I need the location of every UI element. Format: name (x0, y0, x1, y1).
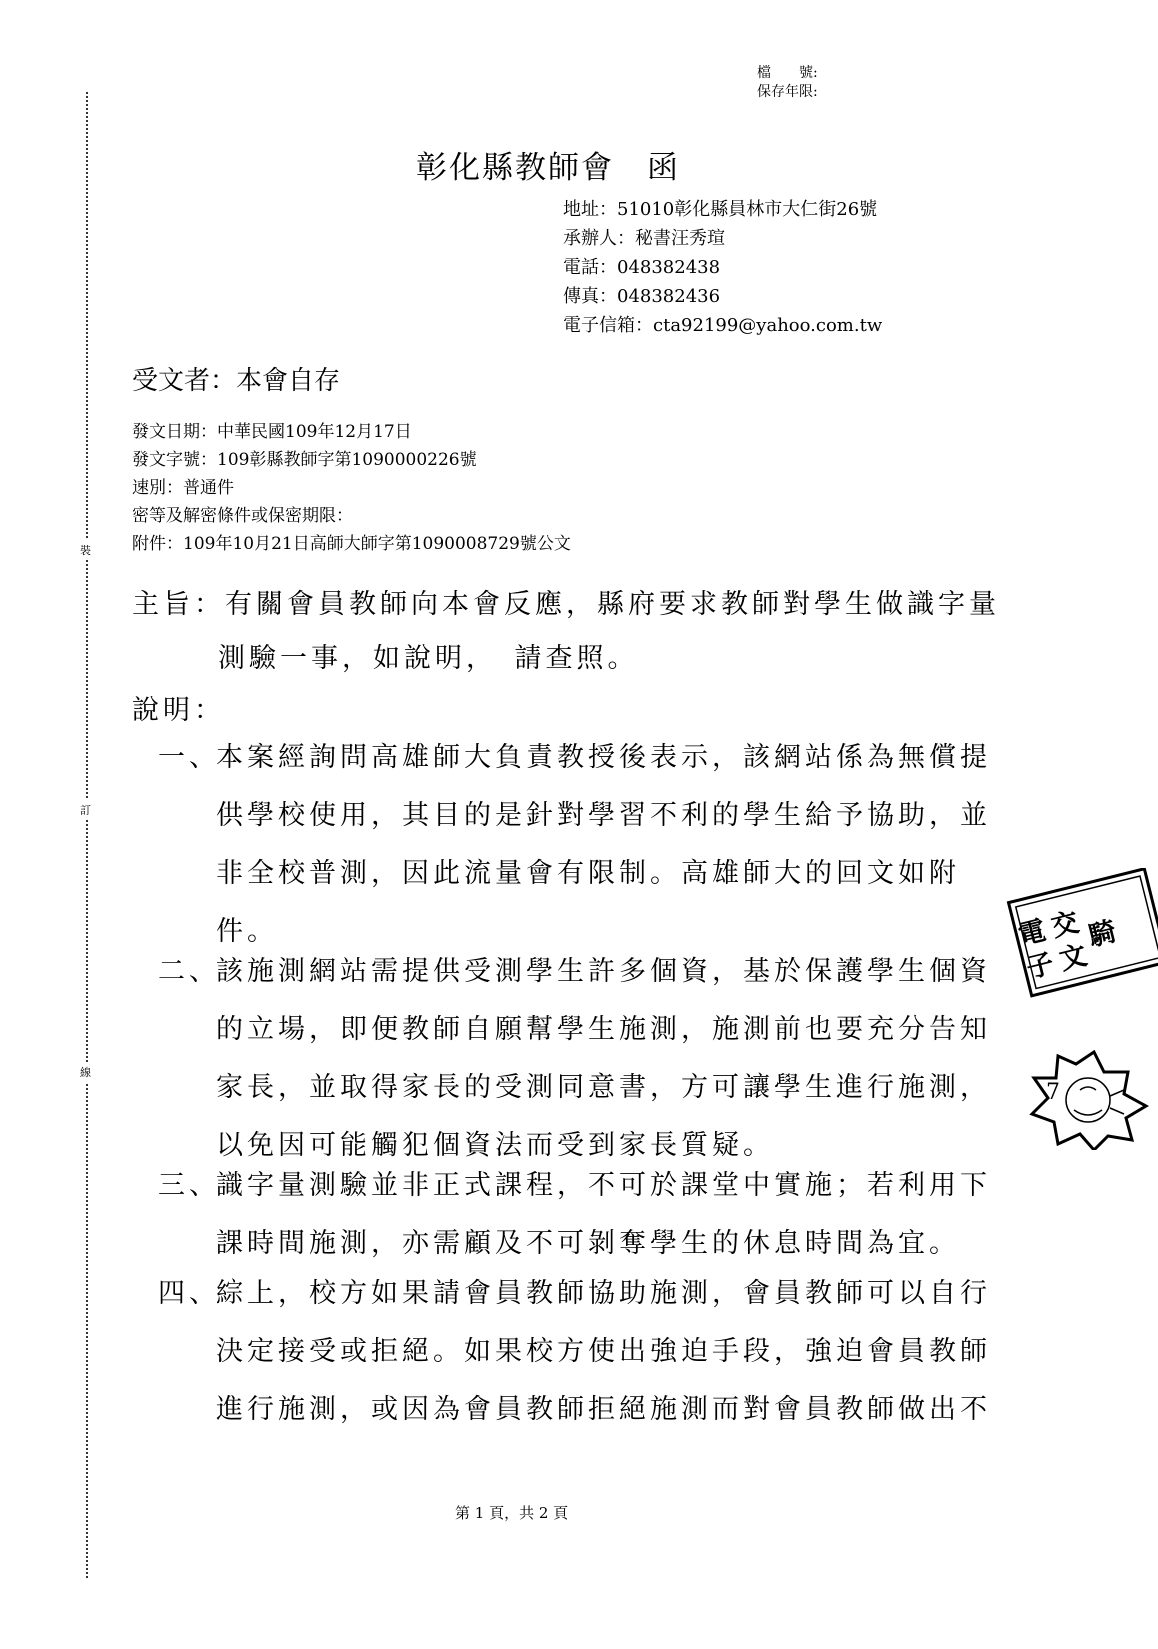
item-3-text (216, 1157, 991, 1273)
page-gear-stamp-icon (1024, 1050, 1158, 1150)
item-4-line: 綜上，校方如果請會員教師協助施測，會員教師可以自行 (216, 1278, 991, 1309)
item-2-text (216, 943, 991, 1175)
retention-label: 保存年限: (757, 84, 818, 100)
item-4-marker: 四、 (158, 1278, 220, 1309)
contact-handler: 承辦人：秘書汪秀瑄 (563, 228, 725, 249)
item-1-line: 本案經詢問高雄師大負責教授後表示，該網站係為無償提 (216, 742, 991, 773)
item-4-line: 決定接受或拒絕。如果校方使出強迫手段，強迫會員教師 (216, 1336, 991, 1367)
page-gear-number: 7 (1046, 1080, 1060, 1105)
explanation-label: 說明： (132, 695, 225, 726)
svg-text:子: 子 (1023, 948, 1058, 985)
item-1-text (216, 729, 991, 961)
contact-address: 地址：51010彰化縣員林市大仁街26號 (563, 199, 878, 220)
item-2-line: 以免因可能觸犯個資法而受到家長質疑。 (216, 1130, 774, 1161)
item-4-text (216, 1265, 991, 1439)
item-2-line: 的立場，即便教師自願幫學生施測，施測前也要充分告知 (216, 1014, 991, 1045)
contact-fax: 傳真：048382436 (563, 286, 721, 307)
svg-text:交: 交 (1048, 906, 1082, 944)
item-3-marker: 三、 (158, 1170, 220, 1201)
item-4-line: 進行施測，或因為會員教師拒絕施測而對會員教師做出不 (216, 1394, 991, 1425)
item-1-line: 非全校普測，因此流量會有限制。高雄師大的回文如附 (216, 858, 960, 889)
subject-line-1: 主旨：有關會員教師向本會反應，縣府要求教師對學生做識字量 (132, 589, 1000, 620)
issue-date: 發文日期：中華民國109年12月17日 (132, 422, 412, 442)
file-number-label: 檔 號: (757, 65, 818, 81)
secrecy-level: 密等及解密條件或保密期限： (132, 506, 353, 526)
page-footer: 第 1 頁，共 2 頁 (455, 1504, 569, 1522)
svg-text:文: 文 (1056, 939, 1091, 977)
document-info (132, 418, 571, 558)
recipient: 受文者：本會自存 (132, 366, 341, 396)
binding-mark-ding: 訂 (80, 800, 91, 820)
subject-line-2: 測驗一事，如說明， 請查照。 (218, 643, 639, 674)
item-1-line: 供學校使用，其目的是針對學習不利的學生給予協助，並 (216, 800, 991, 831)
item-1-line: 件。 (216, 916, 278, 947)
item-2-line: 家長，並取得家長的受測同意書，方可讓學生進行施測， (216, 1072, 991, 1103)
item-2-line: 該施測網站需提供受測學生許多個資，基於保護學生個資 (216, 956, 991, 987)
issue-number: 發文字號：109彰縣教師字第1090000226號 (132, 450, 477, 470)
delivery-speed: 速別：普通件 (132, 478, 234, 498)
contact-block (563, 195, 882, 340)
binding-dotted-line (86, 92, 88, 1578)
contact-email: 電子信箱：cta92199@yahoo.com.tw (563, 315, 883, 336)
contact-phone: 電話：048382438 (563, 257, 721, 278)
electronic-document-seal-icon (1004, 868, 1158, 998)
binding-mark-zhuang: 裝 (80, 540, 91, 560)
svg-text:騎: 騎 (1085, 916, 1120, 953)
binding-mark-xian: 線 (80, 1062, 91, 1082)
document-title: 彰化縣教師會 函 (416, 150, 680, 186)
item-3-line: 課時間施測，亦需顧及不可剝奪學生的休息時間為宜。 (216, 1228, 960, 1259)
attachment: 附件：109年10月21日高師大師字第1090008729號公文 (132, 534, 571, 554)
item-1-marker: 一、 (158, 742, 220, 773)
item-2-marker: 二、 (158, 956, 220, 987)
svg-text:電: 電 (1015, 915, 1049, 952)
item-3-line: 識字量測驗並非正式課程，不可於課堂中實施；若利用下 (216, 1170, 991, 1201)
